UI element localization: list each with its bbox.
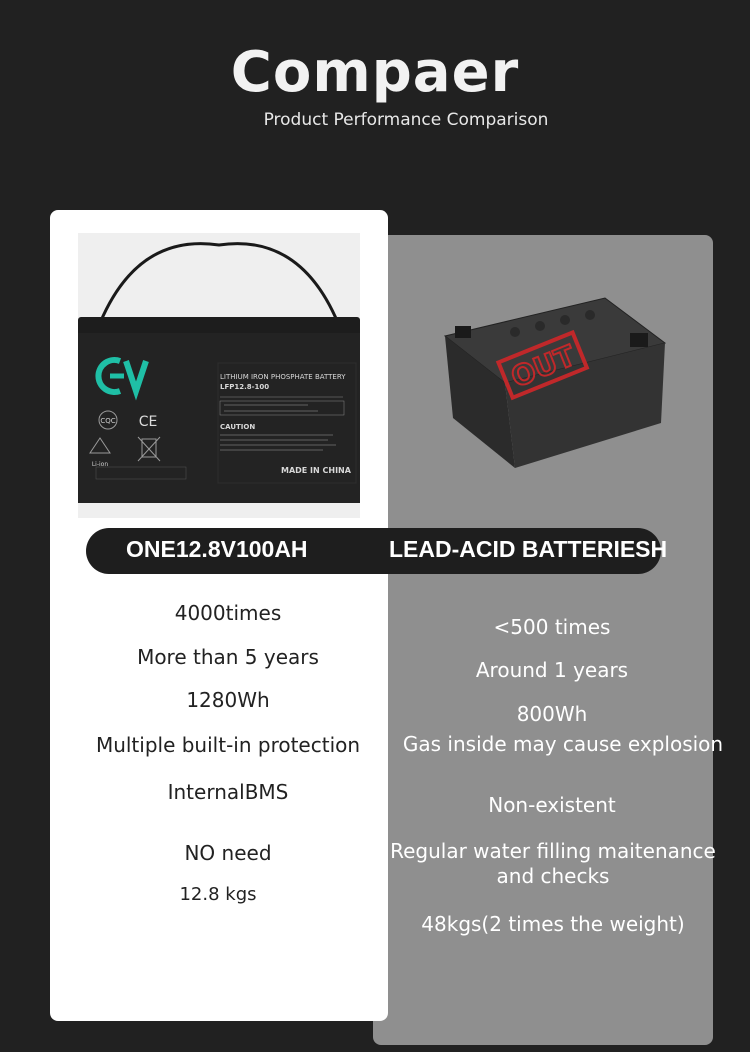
lead-acid-bms: Non-existent <box>488 793 616 817</box>
lithium-cycles: 4000times <box>174 601 282 625</box>
lithium-battery-image-area <box>78 233 360 518</box>
battery-model: LFP12.8-100 <box>220 383 270 391</box>
battery-caution: CAUTION <box>220 423 256 431</box>
lithium-maintenance: NO need <box>184 841 272 865</box>
out-stamp-text: OUT <box>506 338 580 395</box>
lead-acid-label: LEAD-ACID BATTERIESH <box>389 536 668 562</box>
lithium-model-label: ONE12.8V100AH <box>126 536 308 562</box>
page-subtitle: Product Performance Comparison <box>263 110 549 130</box>
lithium-bms: InternalBMS <box>167 780 289 804</box>
lead-acid-maintenance: Regular water filling maitenance and checks <box>390 839 716 888</box>
lead-acid-weight: 48kgs(2 times the weight) <box>421 912 685 936</box>
lead-acid-battery-image <box>435 288 675 478</box>
cert-ce-text: CE <box>138 414 158 430</box>
lithium-lifespan: More than 5 years <box>137 645 319 669</box>
lithium-weight: 12.8 kgs <box>179 884 257 905</box>
lithium-battery-image <box>78 233 360 518</box>
lithium-safety: Multiple built-in protection <box>95 733 361 757</box>
lead-acid-cycles: <500 times <box>493 615 611 639</box>
lead-acid-safety: Gas inside may cause explosion <box>402 732 724 756</box>
battery-made-in: MADE IN CHINA <box>281 466 351 475</box>
lead-acid-energy: 800Wh <box>516 702 588 726</box>
page-title: Compaer <box>230 40 520 105</box>
battery-label-title: LITHIUM IRON PHOSPHATE BATTERY <box>220 373 346 381</box>
cert-ccc-text: CQC <box>100 417 116 425</box>
lithium-energy: 1280Wh <box>186 688 270 712</box>
li-ion-text: Li-ion <box>91 461 109 468</box>
lead-acid-lifespan: Around 1 years <box>475 658 629 682</box>
